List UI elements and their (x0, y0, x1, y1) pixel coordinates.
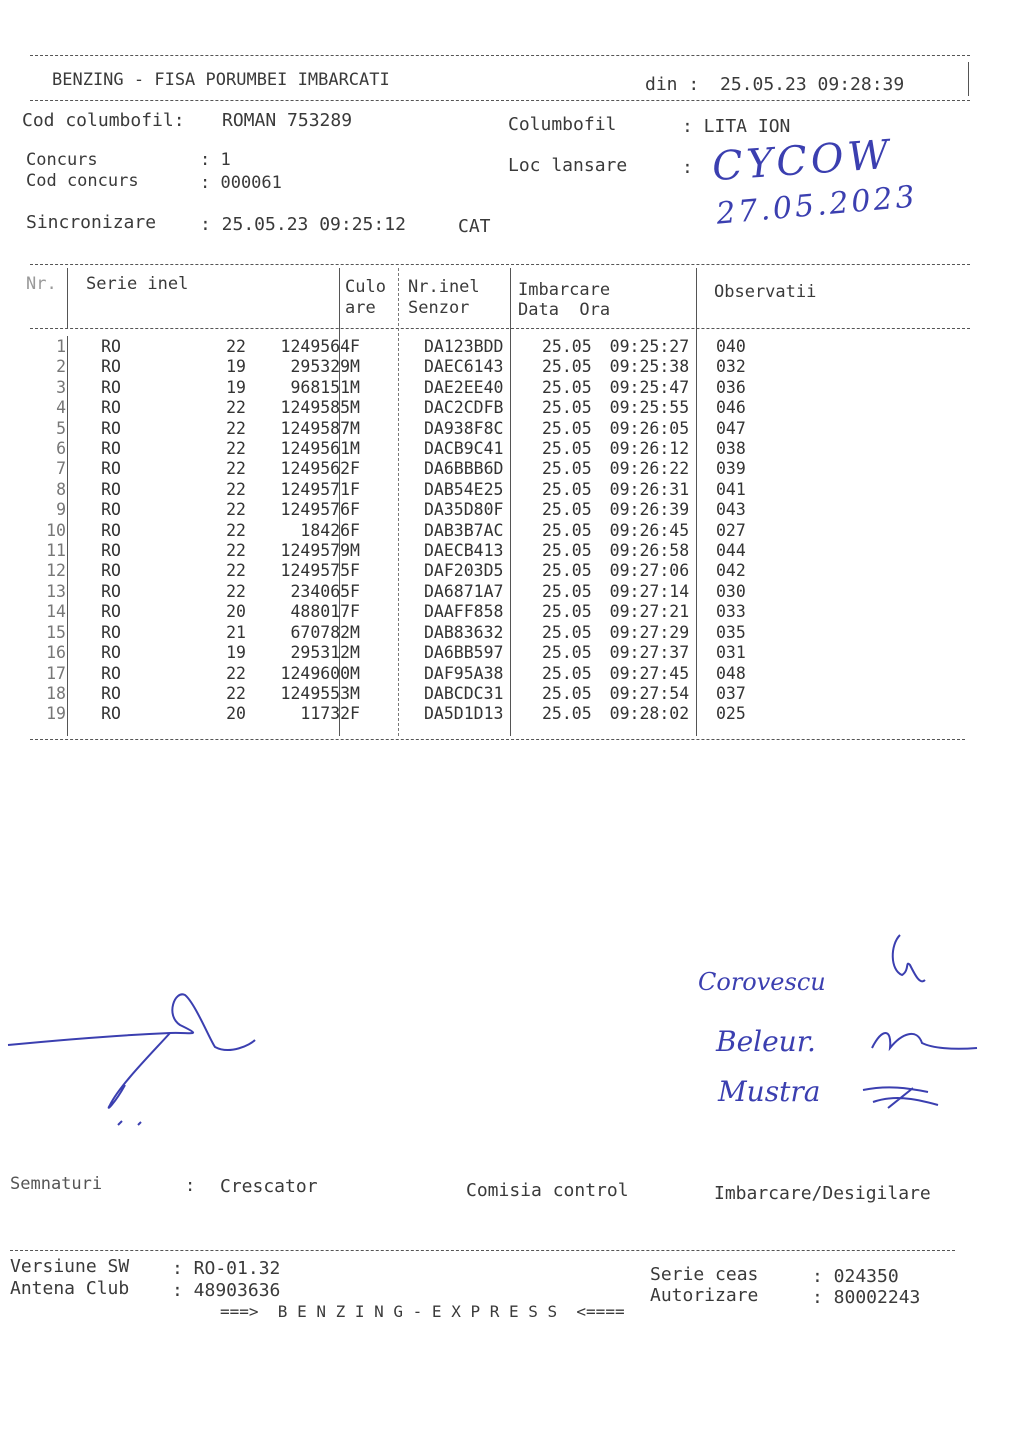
row-culoare (360, 378, 424, 398)
row-sensor: DAB54E25 (424, 479, 504, 499)
row-culoare (360, 643, 424, 663)
row-datetime (536, 337, 716, 357)
row-culoare (360, 337, 424, 357)
row-datetime (536, 643, 716, 663)
table-row (26, 704, 776, 724)
row-year: 20 (226, 704, 246, 724)
col-header-culoare-1: Culo (345, 277, 386, 297)
row-country: RO (101, 520, 121, 540)
row-date: 25.05 (542, 561, 592, 581)
antena-label: Antena Club (10, 1278, 130, 1299)
row-ring: 670782M (290, 622, 360, 642)
row-sensor: DA938F8C (424, 418, 504, 438)
row-nr: 2 (56, 357, 66, 377)
row-time: 09:26:39 (609, 500, 690, 520)
row-culoare (360, 500, 424, 520)
row-ring: 18426F (300, 520, 360, 540)
cod-columbofil-value: ROMAN 753289 (222, 110, 353, 131)
row-datetime (536, 561, 716, 581)
row-sensor: DA6BB597 (424, 643, 504, 663)
table-row (26, 398, 776, 418)
row-sensor: DAECB413 (424, 541, 504, 561)
signature-name-1: Corovescu (698, 968, 826, 996)
row-sensor: DA5D1D13 (424, 704, 504, 724)
table-row (26, 357, 776, 377)
row-sensor: DAB3B7AC (424, 520, 504, 540)
table-row (26, 602, 776, 622)
row-culoare (360, 582, 424, 602)
sincronizare-tz: CAT (458, 216, 491, 237)
row-year: 19 (226, 643, 246, 663)
row-datetime (536, 398, 716, 418)
col-header-imbarcare-1: Imbarcare (518, 280, 611, 300)
row-culoare (360, 664, 424, 684)
row-year: 19 (226, 377, 246, 397)
autorizare-value: : 80002243 (812, 1287, 921, 1308)
table-row (26, 521, 776, 541)
signature-crescator (0, 985, 270, 1135)
row-sensor: DA35D80F (424, 500, 504, 520)
row-time: 09:28:02 (609, 704, 690, 724)
row-date: 25.05 (542, 459, 592, 479)
row-year: 22 (226, 439, 246, 459)
row-country: RO (101, 704, 121, 724)
row-country: RO (101, 439, 121, 459)
row-datetime (536, 439, 716, 459)
serie-ceas-label: Serie ceas (650, 1264, 759, 1285)
col-header-culoare-2: are (345, 298, 376, 318)
columbofil-label: Columbofil (508, 114, 617, 135)
row-datetime (536, 357, 716, 377)
row-ring: 1249600M (280, 663, 360, 683)
row-ring: 1249562F (280, 459, 360, 479)
row-year: 22 (226, 683, 246, 703)
row-year: 22 (226, 500, 246, 520)
row-date: 25.05 (542, 418, 592, 438)
row-time: 09:26:05 (609, 418, 690, 438)
row-country: RO (101, 377, 121, 397)
row-time: 09:27:06 (609, 561, 690, 581)
row-nr: 6 (56, 439, 66, 459)
table-row (26, 337, 776, 357)
row-nr: 9 (56, 500, 66, 520)
handwritten-date: 27.05.2023 (714, 179, 919, 232)
row-sensor: DA6BBB6D (424, 459, 504, 479)
row-time: 09:27:54 (609, 683, 690, 703)
row-time: 09:27:37 (609, 643, 690, 663)
row-country: RO (101, 622, 121, 642)
row-date: 25.05 (542, 683, 592, 703)
table-row (26, 378, 776, 398)
row-country: RO (101, 459, 121, 479)
row-culoare (360, 541, 424, 561)
row-nr: 1 (56, 337, 66, 356)
row-sensor: DAEC6143 (424, 357, 504, 377)
row-culoare (360, 357, 424, 377)
row-time: 09:26:58 (609, 541, 690, 561)
row-culoare (360, 684, 424, 704)
row-year: 22 (226, 418, 246, 438)
columbofil-value: : LITA ION (682, 116, 791, 137)
table-row (26, 582, 776, 602)
row-sensor: DACB9C41 (424, 439, 504, 459)
row-nr: 8 (56, 479, 66, 499)
row-time: 09:25:47 (609, 377, 690, 397)
autorizare-label: Autorizare (650, 1285, 759, 1306)
loc-lansare-sep: : (682, 157, 693, 178)
row-date: 25.05 (542, 520, 592, 540)
row-datetime (536, 684, 716, 704)
row-obs: 040 (716, 337, 746, 356)
row-datetime (536, 582, 716, 602)
row-country: RO (101, 418, 121, 438)
serie-ceas-value: : 024350 (812, 1266, 899, 1287)
row-obs: 035 (716, 622, 746, 642)
row-date: 25.05 (542, 439, 592, 459)
row-ring: 1249561M (280, 439, 360, 459)
row-nr: 15 (46, 622, 66, 642)
row-time: 09:25:38 (609, 357, 690, 377)
row-time: 09:27:45 (609, 663, 690, 683)
signature-name-2: Beleur. (716, 1025, 816, 1058)
row-obs: 032 (716, 357, 746, 377)
row-culoare (360, 398, 424, 418)
signature-comisia-label: Comisia control (466, 1180, 629, 1201)
row-nr: 18 (46, 683, 66, 703)
row-sensor: DAAFF858 (424, 602, 504, 622)
col-header-nr-inel-2: Senzor (408, 298, 470, 318)
row-obs: 036 (716, 377, 746, 397)
cod-concurs-label: Cod concurs (26, 171, 139, 191)
row-ring: 1249579M (280, 541, 360, 561)
versiune-label: Versiune SW (10, 1256, 130, 1277)
row-obs: 033 (716, 602, 746, 622)
row-date: 25.05 (542, 377, 592, 397)
print-date-value: 25.05.23 09:28:39 (720, 74, 905, 95)
row-country: RO (101, 561, 121, 581)
row-date: 25.05 (542, 500, 592, 520)
row-sensor: DABCDC31 (424, 683, 504, 703)
concurs-value: : 1 (200, 150, 231, 170)
row-nr: 7 (56, 459, 66, 479)
table-row (26, 623, 776, 643)
row-year: 20 (226, 602, 246, 622)
row-datetime (536, 623, 716, 643)
row-ring: 488017F (290, 602, 360, 622)
row-time: 09:27:21 (609, 602, 690, 622)
row-culoare (360, 602, 424, 622)
row-nr: 19 (46, 704, 66, 724)
row-ring: 11732F (300, 704, 360, 724)
row-ring: 1249587M (280, 418, 360, 438)
table-row (26, 480, 776, 500)
row-date: 25.05 (542, 357, 592, 377)
col-header-nr-inel-1: Nr.inel (408, 277, 480, 297)
row-sensor: DAE2EE40 (424, 377, 504, 397)
row-nr: 16 (46, 643, 66, 663)
row-ring: 295312M (290, 643, 360, 663)
row-obs: 046 (716, 398, 746, 418)
table-row (26, 561, 776, 581)
row-year: 21 (226, 622, 246, 642)
row-date: 25.05 (542, 541, 592, 561)
row-year: 22 (226, 459, 246, 479)
row-datetime (536, 704, 716, 724)
row-sensor: DA6871A7 (424, 581, 504, 601)
sincronizare-label: Sincronizare (26, 212, 157, 233)
table-row (26, 643, 776, 663)
col-header-nr: Nr. (26, 274, 57, 294)
loc-lansare-label: Loc lansare (508, 155, 628, 176)
row-nr: 17 (46, 663, 66, 683)
row-culoare (360, 561, 424, 581)
signature-mark-1 (880, 930, 930, 990)
row-year: 22 (226, 337, 246, 356)
pigeon-table (26, 337, 776, 725)
row-obs: 031 (716, 643, 746, 663)
row-country: RO (101, 683, 121, 703)
row-year: 22 (226, 663, 246, 683)
row-country: RO (101, 581, 121, 601)
row-culoare (360, 623, 424, 643)
table-row (26, 500, 776, 520)
row-time: 09:27:14 (609, 581, 690, 601)
row-year: 22 (226, 520, 246, 540)
row-year: 22 (226, 561, 246, 581)
signature-crescator-label: Crescator (220, 1176, 318, 1197)
row-year: 22 (226, 479, 246, 499)
row-nr: 10 (46, 520, 66, 540)
row-time: 09:25:27 (609, 337, 690, 356)
cod-concurs-value: : 000061 (200, 173, 282, 193)
row-culoare (360, 459, 424, 479)
row-culoare (360, 439, 424, 459)
row-ring: 968151M (290, 377, 360, 397)
row-year: 22 (226, 398, 246, 418)
row-obs: 048 (716, 663, 746, 683)
concurs-label: Concurs (26, 150, 98, 170)
row-country: RO (101, 398, 121, 418)
row-nr: 12 (46, 561, 66, 581)
row-year: 22 (226, 541, 246, 561)
table-row (26, 664, 776, 684)
row-ring: 295329M (290, 357, 360, 377)
signature-name-3: Mustra (718, 1075, 821, 1108)
row-obs: 038 (716, 439, 746, 459)
row-obs: 041 (716, 479, 746, 499)
row-nr: 3 (56, 377, 66, 397)
row-datetime (536, 419, 716, 439)
row-datetime (536, 664, 716, 684)
row-country: RO (101, 663, 121, 683)
row-obs: 042 (716, 561, 746, 581)
versiune-value: : RO-01.32 (172, 1258, 281, 1279)
row-culoare (360, 419, 424, 439)
row-sensor: DAC2CDFB (424, 398, 504, 418)
row-datetime (536, 500, 716, 520)
row-obs: 047 (716, 418, 746, 438)
row-obs: 039 (716, 459, 746, 479)
row-nr: 4 (56, 398, 66, 418)
row-obs: 030 (716, 581, 746, 601)
row-ring: 1249575F (280, 561, 360, 581)
row-culoare (360, 521, 424, 541)
row-time: 09:26:12 (609, 439, 690, 459)
signature-imbarcare-label: Imbarcare/Desigilare (714, 1183, 931, 1204)
row-ring: 234065F (290, 581, 360, 601)
table-row (26, 459, 776, 479)
row-culoare (360, 480, 424, 500)
table-row (26, 439, 776, 459)
row-ring: 1249571F (280, 479, 360, 499)
row-nr: 11 (46, 541, 66, 561)
row-country: RO (101, 337, 121, 356)
row-country: RO (101, 643, 121, 663)
row-ring: 1249553M (280, 683, 360, 703)
row-obs: 043 (716, 500, 746, 520)
sincronizare-value: : 25.05.23 09:25:12 (200, 214, 406, 235)
row-year: 19 (226, 357, 246, 377)
row-time: 09:26:22 (609, 459, 690, 479)
row-date: 25.05 (542, 602, 592, 622)
row-time: 09:25:55 (609, 398, 690, 418)
row-date: 25.05 (542, 643, 592, 663)
row-sensor: DAF95A38 (424, 663, 504, 683)
row-date: 25.05 (542, 581, 592, 601)
row-datetime (536, 459, 716, 479)
row-date: 25.05 (542, 398, 592, 418)
row-obs: 027 (716, 520, 746, 540)
row-ring: 1249585M (280, 398, 360, 418)
row-culoare (360, 704, 424, 724)
antena-value: : 48903636 (172, 1280, 281, 1301)
row-obs: 044 (716, 541, 746, 561)
row-time: 09:26:45 (609, 520, 690, 540)
col-header-imbarcare-2: Data Ora (518, 300, 611, 320)
signature-mark-3 (858, 1080, 948, 1115)
row-sensor: DA123BDD (424, 337, 504, 356)
row-country: RO (101, 602, 121, 622)
row-sensor: DAB83632 (424, 622, 504, 642)
signatures-sep: : (185, 1176, 196, 1196)
brand-footer: ===> B E N Z I N G - E X P R E S S <==== (220, 1302, 625, 1321)
cod-columbofil-label: Cod columbofil: (22, 110, 185, 131)
table-row (26, 541, 776, 561)
document-title: BENZING - FISA PORUMBEI IMBARCATI (52, 70, 390, 90)
signatures-label: Semnaturi (10, 1174, 103, 1194)
row-date: 25.05 (542, 663, 592, 683)
loc-lansare-handwritten: CYCOW (710, 131, 895, 191)
row-datetime (536, 602, 716, 622)
table-row (26, 684, 776, 704)
row-date: 25.05 (542, 479, 592, 499)
row-obs: 025 (716, 704, 746, 724)
row-date: 25.05 (542, 704, 592, 724)
row-year: 22 (226, 581, 246, 601)
table-row (26, 419, 776, 439)
row-nr: 13 (46, 581, 66, 601)
row-ring: 1249576F (280, 500, 360, 520)
row-date: 25.05 (542, 337, 592, 356)
row-datetime (536, 521, 716, 541)
row-country: RO (101, 500, 121, 520)
print-date-label: din : (645, 74, 700, 95)
row-time: 09:27:29 (609, 622, 690, 642)
row-country: RO (101, 541, 121, 561)
col-header-serie-inel: Serie inel (86, 274, 189, 294)
row-datetime (536, 541, 716, 561)
col-header-observatii: Observatii (714, 282, 817, 302)
row-country: RO (101, 479, 121, 499)
row-obs: 037 (716, 683, 746, 703)
row-date: 25.05 (542, 622, 592, 642)
row-ring: 1249564F (280, 337, 360, 356)
row-time: 09:26:31 (609, 479, 690, 499)
signature-mark-2 (862, 1018, 982, 1063)
row-datetime (536, 378, 716, 398)
row-datetime (536, 480, 716, 500)
row-nr: 14 (46, 602, 66, 622)
row-sensor: DAF203D5 (424, 561, 504, 581)
row-country: RO (101, 357, 121, 377)
row-nr: 5 (56, 418, 66, 438)
